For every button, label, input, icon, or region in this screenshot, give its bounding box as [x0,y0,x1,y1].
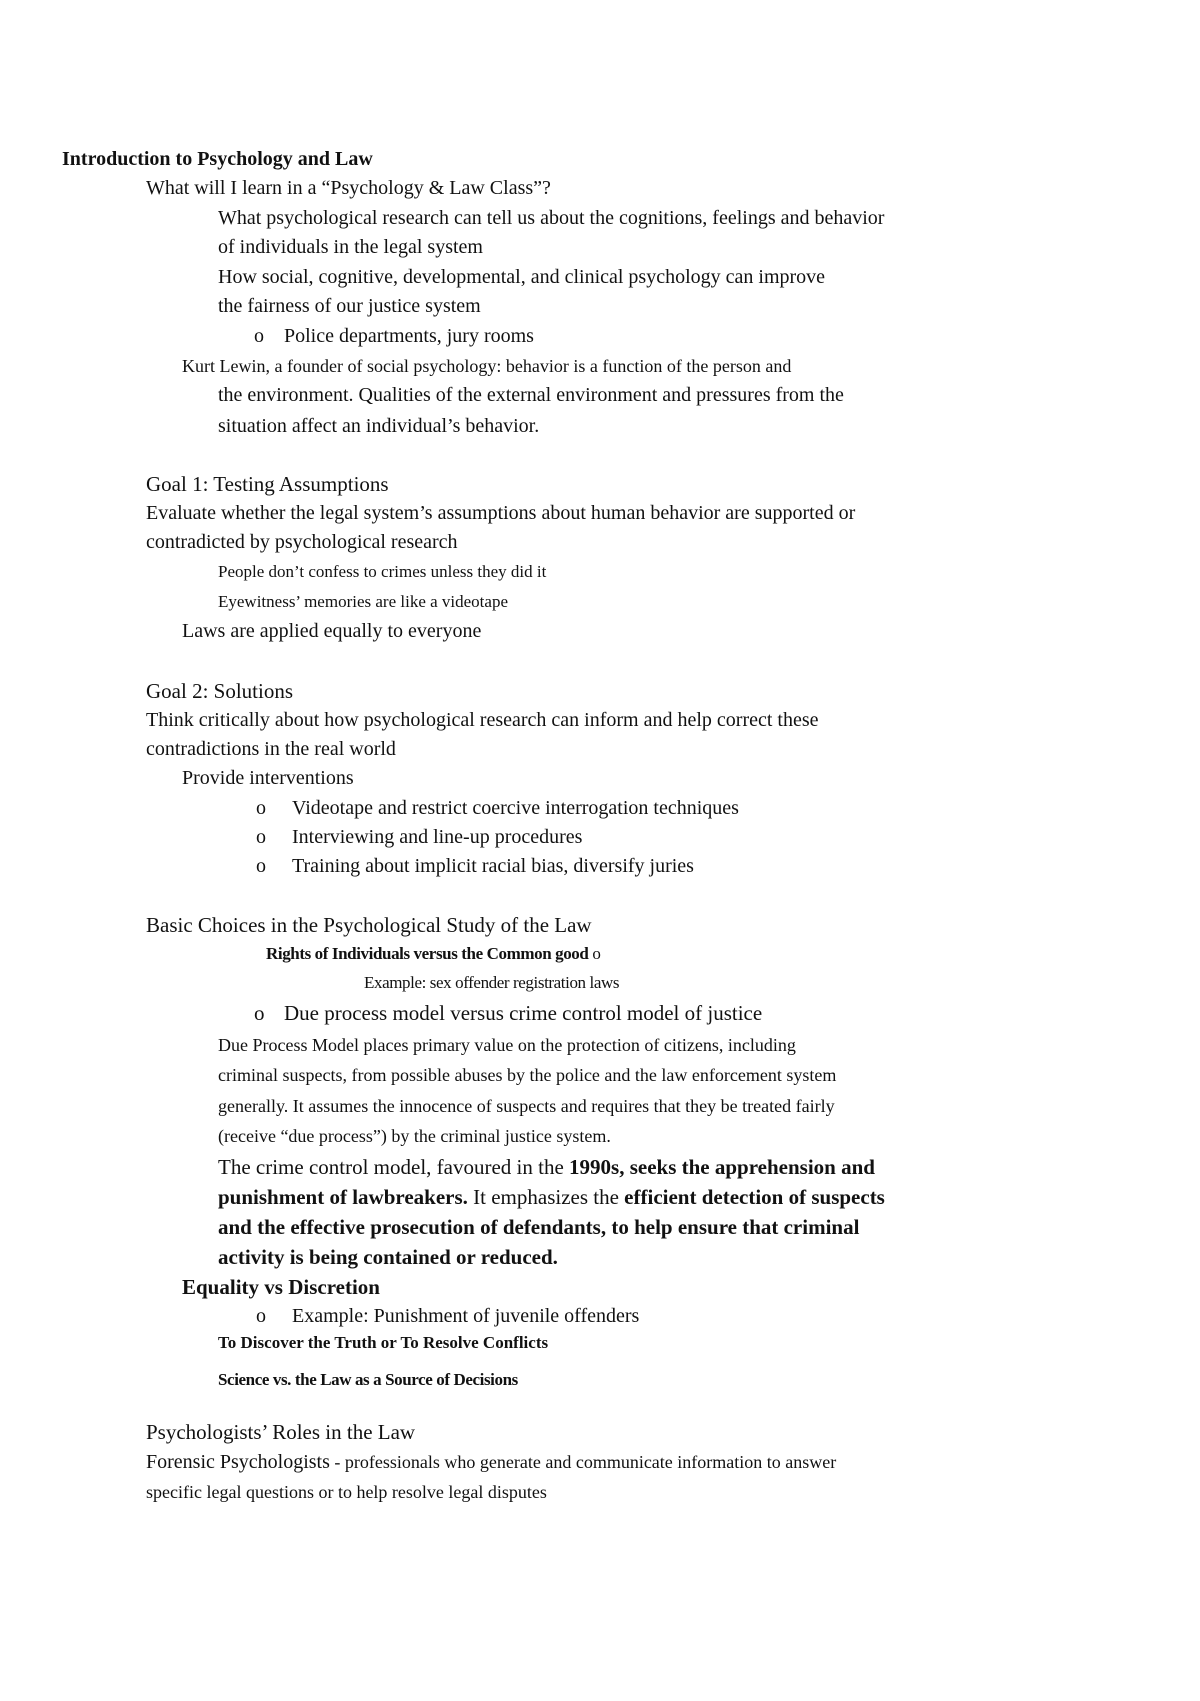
bullet-marker: o [256,797,266,819]
science-heading: Science vs. the Law as a Source of Decisions [218,1370,518,1389]
learn-point-2: How social, cognitive, developmental, and clinical psychology can improve [218,266,826,288]
crime-control-text-cont: and the effective prosecution of defendants, to help ensure that criminal [218,1215,860,1239]
rights-example: Example: sex offender registration laws [364,973,620,992]
bullet-marker: o [256,1305,266,1327]
bullet-item [254,1001,762,1025]
crime-control-lead: The crime control model, favoured in the [218,1155,570,1179]
lewin-text: Kurt Lewin, a founder of social psychology: behavior is a function of the person and [182,356,792,376]
crime-control-emphasis: 1990s, seeks the apprehension and [569,1155,875,1179]
crime-control-emphasis: punishment of lawbreakers. [218,1185,468,1209]
forensic-definition [146,1451,836,1474]
bullet-text: Police departments, jury rooms [284,325,534,347]
bullet-item [256,1305,639,1328]
bullet-text: Training about implicit racial bias, diversify juries [292,855,694,877]
lewin-text-end: situation affect an individual’s behavior. [218,415,540,437]
truth-heading: To Discover the Truth or To Resolve Conflicts [218,1333,549,1352]
bullet-item [256,855,694,878]
bullet-marker: o [256,855,266,877]
forensic-description: - professionals who generate and communicate information to answer [329,1452,837,1472]
crime-control-lead: It emphasizes the [467,1185,625,1209]
bullet-text: Interviewing and line-up procedures [292,826,583,848]
roles-heading: Psychologists’ Roles in the Law [146,1420,416,1444]
interventions-heading: Provide interventions [182,767,354,789]
bullet-marker: o [256,826,266,848]
learn-point-1-cont: of individuals in the legal system [218,236,483,258]
bullet-item [256,826,582,849]
due-process-text-cont: criminal suspects, from possible abuses by the police and the law enforcement system [218,1065,837,1085]
learn-point-1: What psychological research can tell us about the cognitions, feelings and behavior [218,207,885,229]
rights-marker: o [588,944,601,963]
bullet-text: Example: Punishment of juvenile offenders [292,1305,640,1327]
due-process-text-cont: generally. It assumes the innocence of suspects and requires that they be treated fairly [218,1096,835,1116]
bullet-item [254,325,534,348]
forensic-definition-cont: specific legal questions or to help resolve legal disputes [146,1482,547,1502]
due-process-text-end: (receive “due process”) by the criminal justice system. [218,1126,611,1146]
crime-control-emphasis: efficient detection of suspects [624,1185,885,1209]
goal1-description-cont: contradicted by psychological research [146,531,458,553]
bullet-marker: o [254,325,264,347]
rights-line [266,944,600,964]
page-title: Introduction to Psychology and Law [62,148,373,170]
rights-heading: Rights of Individuals versus the Common good [266,944,589,963]
learn-point-2-cont: the fairness of our justice system [218,295,481,317]
assumption-item: Eyewitness’ memories are like a videotape [218,592,508,611]
bullet-text: Due process model versus crime control model of justice [284,1001,763,1025]
goal1-description: Evaluate whether the legal system’s assumptions about human behavior are supported or [146,502,856,524]
goal1-heading: Goal 1: Testing Assumptions [146,472,389,496]
crime-control-text-cont [218,1185,885,1209]
lewin-text-cont: the environment. Qualities of the external environment and pressures from the [218,384,844,406]
equality-heading: Equality vs Discretion [182,1275,380,1299]
assumption-item: People don’t confess to crimes unless they did it [218,562,547,581]
due-process-text: Due Process Model places primary value on the protection of citizens, including [218,1035,796,1055]
bullet-item [256,797,739,820]
assumption-item: Laws are applied equally to everyone [182,620,482,642]
basic-choices-heading: Basic Choices in the Psychological Study of the Law [146,913,592,937]
forensic-term: Forensic Psychologists [146,1451,330,1473]
crime-control-text [218,1155,875,1179]
question-heading: What will I learn in a “Psychology & Law Class”? [146,177,551,199]
goal2-description: Think critically about how psychological research can inform and help correct these [146,709,819,731]
goal2-description-cont: contradictions in the real world [146,738,396,760]
bullet-text: Videotape and restrict coercive interrogation techniques [292,797,739,819]
bullet-marker: o [254,1001,265,1025]
goal2-heading: Goal 2: Solutions [146,679,294,703]
crime-control-text-end: activity is being contained or reduced. [218,1245,558,1269]
